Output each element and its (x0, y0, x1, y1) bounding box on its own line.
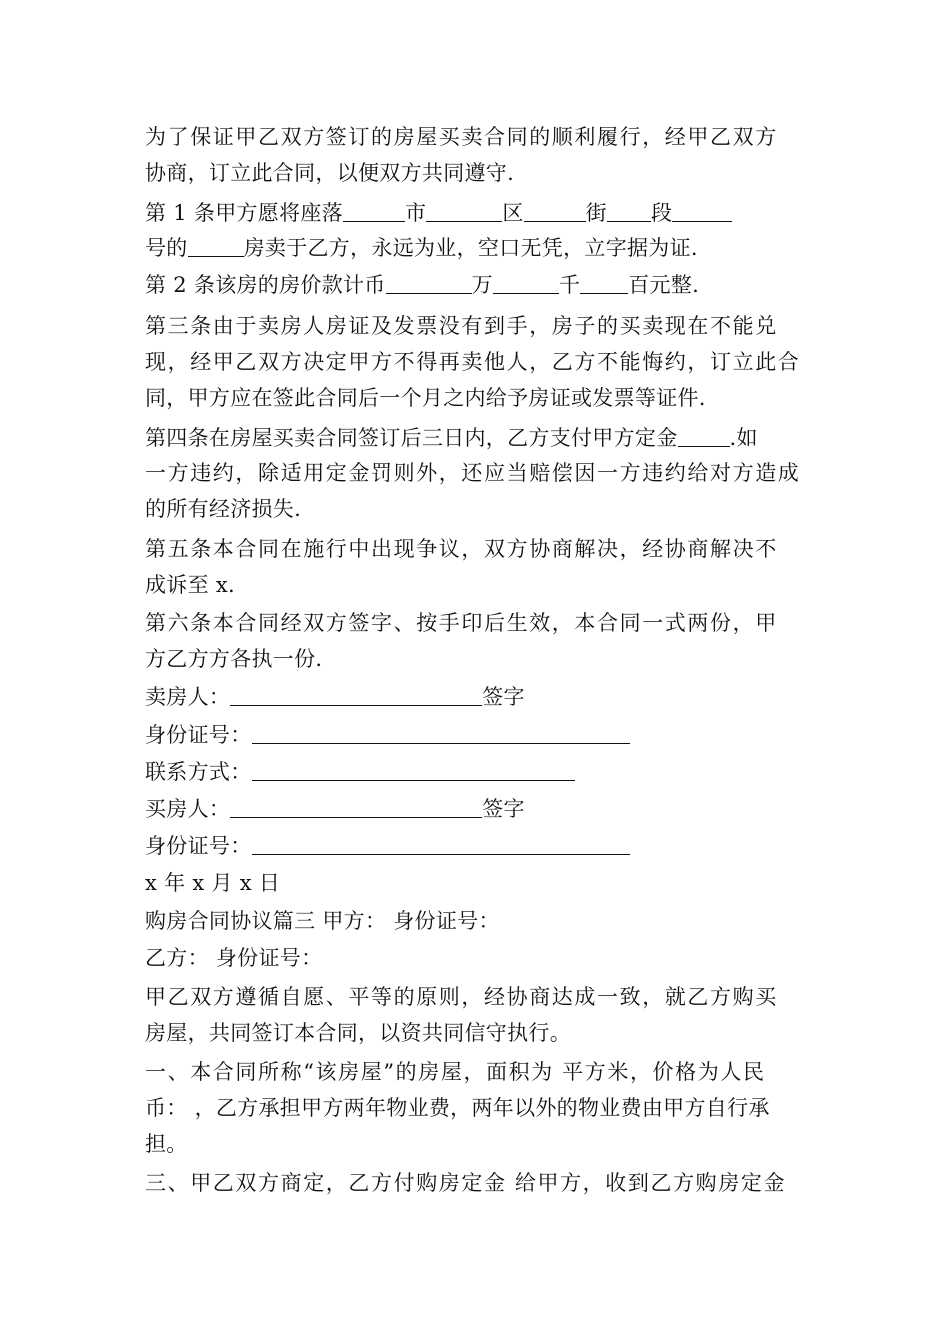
clause-2-line (145, 271, 810, 299)
text: 区 (502, 201, 524, 225)
seller-contact-row (145, 758, 810, 786)
party-b-line: 乙方： 身份证号： (145, 946, 323, 970)
blank-field[interactable] (607, 199, 651, 222)
seller-contact-field[interactable] (252, 758, 575, 781)
paragraph-line: 一、本合同所称“该房屋”的房屋，面积为 平方米，价格为人民 (145, 1060, 766, 1084)
blank-field[interactable] (343, 199, 405, 222)
seller-name-row (145, 683, 810, 711)
text: 段 (650, 201, 673, 225)
paragraph-line: 第五条本合同在施行中出现争议，双方协商解决，经协商解决不 (145, 537, 778, 561)
section-heading: 购房合同协议篇三 甲方： 身份证号： (145, 909, 500, 933)
label: 联系方式： (145, 760, 252, 784)
blank-field[interactable] (524, 199, 586, 222)
text: 第 1 条甲方愿将座落 (145, 201, 344, 225)
text: 号的 (145, 236, 188, 260)
label: 身份证号： (145, 723, 252, 747)
paragraph-line: 三、甲乙双方商定，乙方付购房定金 给甲方，收到乙方购房定金 (145, 1171, 787, 1195)
blank-field[interactable] (580, 271, 628, 294)
paragraph-line: 同，甲方应在签此合同后一个月之内给予房证或发票等证件. (145, 386, 706, 410)
text: 百元整. (628, 273, 700, 297)
paragraph-line: 方乙方方各执一份. (145, 647, 323, 671)
text: 街 (585, 201, 607, 225)
buyer-name-row (145, 795, 810, 823)
text: 第 2 条该房的房价款计币 (145, 273, 386, 297)
paragraph-line: 甲乙双方遵循自愿、平等的原则，经协商达成一致，就乙方购买 (145, 985, 778, 1009)
paragraph-line: 的所有经济损失. (145, 497, 302, 521)
text: 签字 (482, 685, 525, 709)
date-line: x 年 x 月 x 日 (145, 871, 281, 895)
blank-field[interactable] (188, 234, 244, 257)
buyer-name-field[interactable] (230, 795, 482, 818)
seller-id-field[interactable] (252, 721, 630, 744)
clause-1-line-1 (145, 199, 810, 227)
paragraph-line: 成诉至 x. (145, 573, 235, 597)
paragraph-line: 为了保证甲乙双方签订的房屋买卖合同的顺利履行，经甲乙双方 (145, 125, 778, 149)
paragraph-line: 一方违约，除适用定金罚则外，还应当赔偿因一方违约给对方造成 (145, 461, 801, 485)
seller-name-field[interactable] (230, 683, 482, 706)
label: 买房人： (145, 797, 231, 821)
seller-id-row (145, 721, 810, 749)
text: 市 (405, 201, 427, 225)
paragraph-line: 担。 (145, 1132, 188, 1156)
text: 第四条在房屋买卖合同签订后三日内，乙方支付甲方定金 (145, 426, 678, 450)
label: 卖房人： (145, 685, 231, 709)
clause-4-line (145, 424, 810, 452)
buyer-id-row (145, 832, 810, 860)
blank-field[interactable] (386, 271, 472, 294)
blank-field[interactable] (493, 271, 559, 294)
paragraph-line: 币： ，乙方承担甲方两年物业费，两年以外的物业费由甲方自行承 (145, 1096, 770, 1120)
blank-field[interactable] (672, 199, 732, 222)
clause-1-line-2 (145, 234, 810, 262)
text: 千 (558, 273, 581, 297)
paragraph-line: 第三条由于卖房人房证及发票没有到手，房子的买卖现在不能兑 (145, 314, 778, 338)
text: .如 (729, 426, 758, 450)
buyer-id-field[interactable] (252, 832, 630, 855)
paragraph-line: 协商，订立此合同，以便双方共同遵守. (145, 161, 515, 185)
blank-field[interactable] (678, 424, 730, 447)
text: 签字 (482, 797, 525, 821)
paragraph-line: 现，经甲乙双方决定甲方不得再卖他人，乙方不能悔约，订立此合 (145, 350, 801, 374)
text: 万 (471, 273, 493, 297)
text: 房卖于乙方，永远为业，空口无凭，立字据为证. (243, 236, 698, 260)
paragraph-line: 第六条本合同经双方签字、按手印后生效，本合同一式两份，甲 (145, 611, 778, 635)
label: 身份证号： (145, 834, 252, 858)
blank-field[interactable] (426, 199, 502, 222)
paragraph-line: 房屋，共同签订本合同，以资共同信守执行。 (145, 1021, 571, 1045)
